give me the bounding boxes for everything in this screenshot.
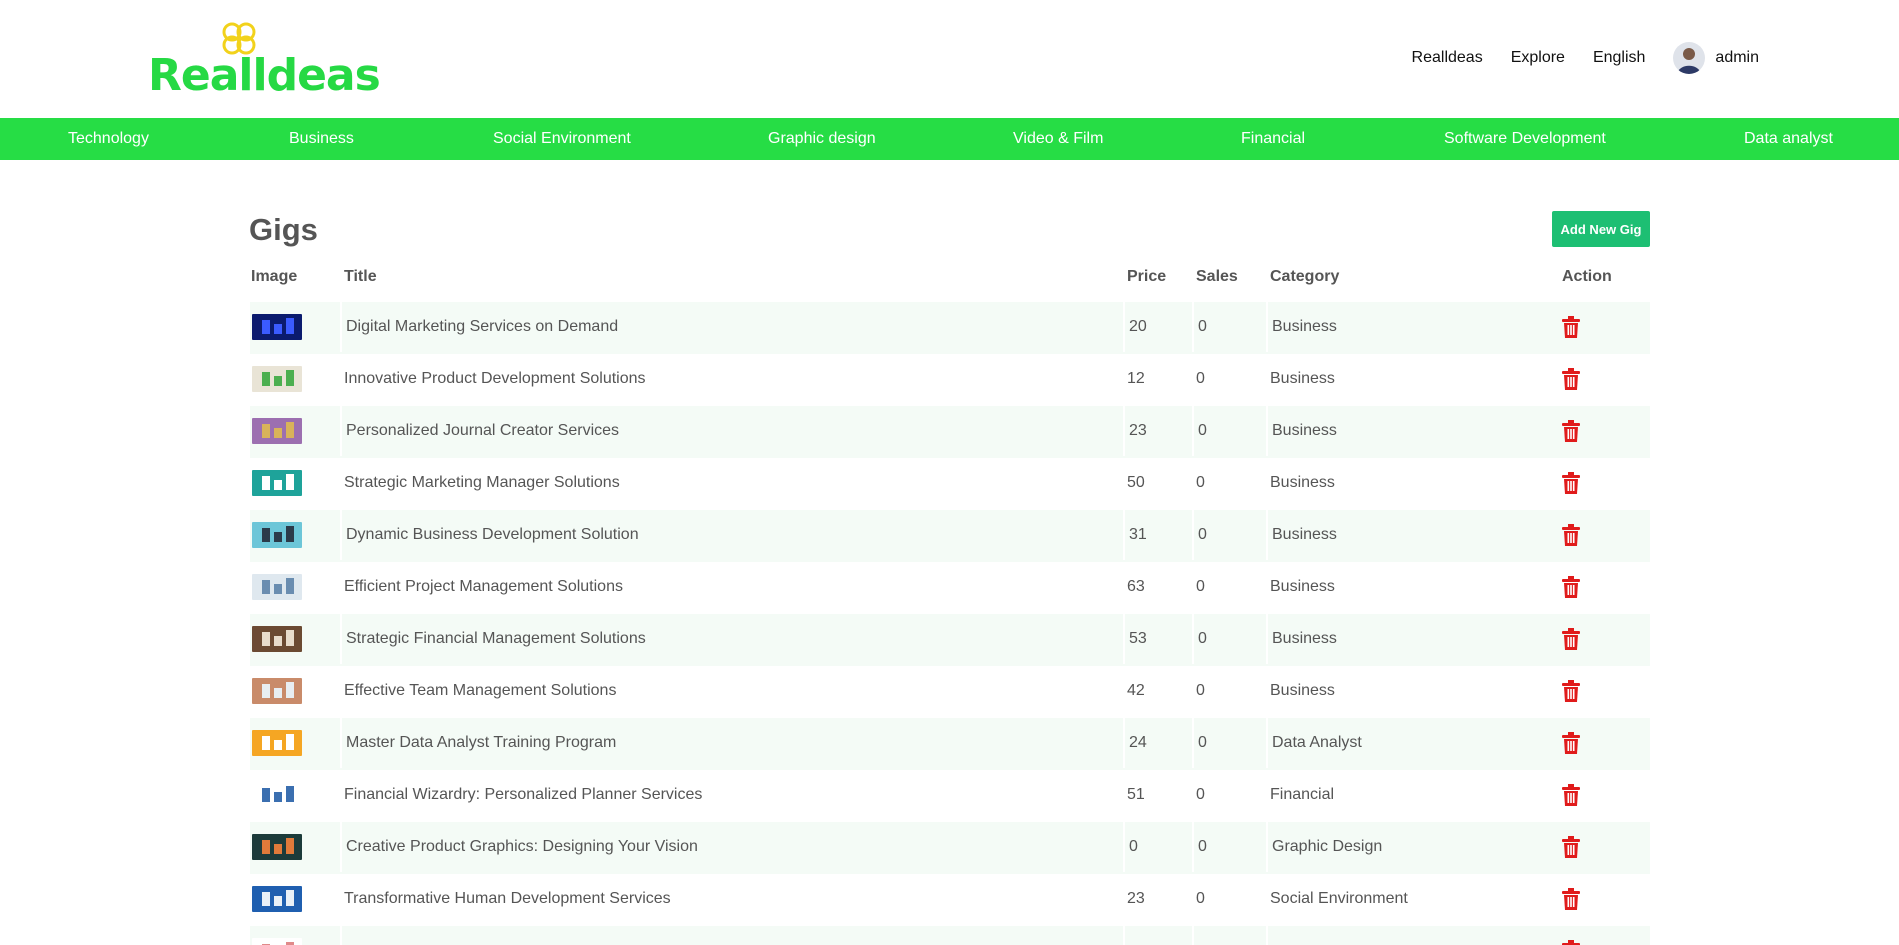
gig-sales: 0 <box>1192 510 1207 560</box>
table-row <box>250 354 1650 406</box>
gig-price <box>1123 926 1129 945</box>
trash-icon[interactable] <box>1562 940 1580 945</box>
gig-title[interactable] <box>340 926 346 945</box>
gig-sales: 0 <box>1192 718 1207 768</box>
trash-icon[interactable] <box>1562 576 1580 598</box>
gig-image-icon <box>252 314 302 340</box>
gig-category: Financial <box>1270 786 1335 803</box>
gig-thumbnail[interactable] <box>252 834 302 860</box>
trash-icon[interactable] <box>1562 368 1580 390</box>
gig-price: 31 <box>1123 510 1147 560</box>
gig-title[interactable]: Strategic Marketing Manager Solutions <box>344 474 620 491</box>
gig-category: Business <box>1266 510 1337 560</box>
gig-thumbnail[interactable] <box>252 470 302 496</box>
trash-icon[interactable] <box>1562 732 1580 754</box>
top-navigation <box>1384 42 1759 74</box>
table-row <box>250 770 1650 822</box>
nav-link-language[interactable]: English <box>1592 49 1646 66</box>
gig-price: 0 <box>1123 822 1138 872</box>
gig-price: 24 <box>1123 718 1147 768</box>
gig-thumbnail[interactable] <box>252 626 302 652</box>
category-social-environment[interactable]: Social Environment <box>493 130 631 147</box>
gig-title[interactable]: Dynamic Business Development Solution <box>340 510 639 560</box>
trash-icon[interactable] <box>1562 784 1580 806</box>
gig-thumbnail[interactable] <box>252 782 302 808</box>
gig-image-icon <box>252 886 302 912</box>
gig-image-icon <box>252 626 302 652</box>
gig-category: Business <box>1266 406 1337 456</box>
brand-logo[interactable] <box>148 20 380 101</box>
gig-thumbnail[interactable] <box>252 314 302 340</box>
gig-sales: 0 <box>1192 614 1207 664</box>
table-row <box>250 822 1650 874</box>
table-row <box>250 562 1650 614</box>
gig-thumbnail[interactable] <box>252 574 302 600</box>
header-action: Action <box>1562 268 1612 285</box>
brand-name: Realldeas <box>148 50 380 101</box>
category-video-film[interactable]: Video & Film <box>1013 130 1104 147</box>
header-sales: Sales <box>1196 268 1238 285</box>
table-row <box>250 302 1650 354</box>
table-row <box>250 510 1650 562</box>
gig-image-icon <box>252 574 302 600</box>
gig-price: 63 <box>1127 578 1145 595</box>
gig-category: Graphic Design <box>1266 822 1382 872</box>
gig-image-icon <box>252 834 302 860</box>
gig-category: Business <box>1266 614 1337 664</box>
gig-thumbnail[interactable] <box>252 418 302 444</box>
table-row <box>250 614 1650 666</box>
table-row <box>250 874 1650 926</box>
gig-category: Business <box>1270 578 1335 595</box>
trash-icon[interactable] <box>1562 680 1580 702</box>
gig-title[interactable]: Financial Wizardry: Personalized Planner Services <box>344 786 703 803</box>
trash-icon[interactable] <box>1562 836 1580 858</box>
trash-icon[interactable] <box>1562 316 1580 338</box>
table-header <box>250 262 1650 302</box>
table-row <box>250 926 1650 945</box>
gig-sales: 0 <box>1192 406 1207 456</box>
gig-thumbnail[interactable] <box>252 522 302 548</box>
category-graphic-design[interactable]: Graphic design <box>768 130 876 147</box>
table-body <box>250 302 1650 945</box>
gig-sales <box>1192 926 1198 945</box>
header-title: Title <box>344 268 377 285</box>
header-image: Image <box>251 268 298 285</box>
gig-price: 20 <box>1123 302 1147 352</box>
gig-thumbnail[interactable] <box>252 730 302 756</box>
gig-image-icon <box>252 730 302 756</box>
table-row <box>250 666 1650 718</box>
gig-price: 23 <box>1123 406 1147 456</box>
user-menu[interactable] <box>1673 42 1759 74</box>
gig-image-icon <box>252 418 302 444</box>
gig-sales: 0 <box>1196 370 1205 387</box>
trash-icon[interactable] <box>1562 628 1580 650</box>
gig-sales: 0 <box>1196 474 1205 491</box>
page-title: Gigs <box>249 212 318 247</box>
gig-title[interactable]: Personalized Journal Creator Services <box>340 406 619 456</box>
category-bar <box>0 118 1899 160</box>
gig-category: Business <box>1270 474 1335 491</box>
gig-price: 50 <box>1127 474 1145 491</box>
category-data-analyst[interactable]: Data analyst <box>1744 130 1833 147</box>
gig-sales: 0 <box>1196 682 1205 699</box>
gig-title[interactable]: Strategic Financial Management Solutions <box>340 614 646 664</box>
gig-category: Business <box>1270 682 1335 699</box>
gig-sales: 0 <box>1192 302 1207 352</box>
gig-title[interactable]: Efficient Project Management Solutions <box>344 578 623 595</box>
gigs-table <box>250 262 1650 945</box>
gig-image-icon <box>252 678 302 704</box>
header-category: Category <box>1270 268 1340 285</box>
gig-price: 53 <box>1123 614 1147 664</box>
gig-sales: 0 <box>1192 822 1207 872</box>
site-header <box>0 0 1899 118</box>
gig-title[interactable]: Effective Team Management Solutions <box>344 682 617 699</box>
gig-sales: 0 <box>1196 786 1205 803</box>
gig-title[interactable]: Digital Marketing Services on Demand <box>340 302 618 352</box>
gig-thumbnail[interactable] <box>252 938 302 945</box>
gig-image-icon <box>252 782 302 808</box>
gig-category: Business <box>1266 302 1337 352</box>
gig-thumbnail[interactable] <box>252 886 302 912</box>
gig-price: 51 <box>1127 786 1145 803</box>
gig-category <box>1266 926 1272 945</box>
trash-icon[interactable] <box>1562 888 1580 910</box>
gig-title[interactable]: Transformative Human Development Services <box>344 890 671 907</box>
gig-image-icon <box>252 938 302 945</box>
gig-thumbnail[interactable] <box>252 366 302 392</box>
table-row <box>250 718 1650 770</box>
avatar <box>1673 42 1705 74</box>
gig-image-icon <box>252 366 302 392</box>
gig-price: 12 <box>1127 370 1145 387</box>
user-name: admin <box>1715 49 1759 66</box>
nav-link-realldeas[interactable]: Realldeas <box>1411 49 1483 66</box>
gig-price: 23 <box>1127 890 1145 907</box>
gig-thumbnail[interactable] <box>252 678 302 704</box>
gig-title[interactable]: Creative Product Graphics: Designing Your Vision <box>340 822 698 872</box>
gig-category: Social Environment <box>1270 890 1408 907</box>
user-avatar-icon <box>1673 42 1705 74</box>
table-row <box>250 406 1650 458</box>
gig-title[interactable]: Innovative Product Development Solutions <box>344 370 646 387</box>
gig-image-icon <box>252 470 302 496</box>
trash-icon[interactable] <box>1562 420 1580 442</box>
gig-title[interactable]: Master Data Analyst Training Program <box>340 718 616 768</box>
gig-image-icon <box>252 522 302 548</box>
category-technology[interactable]: Technology <box>68 130 149 147</box>
nav-link-explore[interactable]: Explore <box>1510 49 1565 66</box>
add-new-gig-button[interactable]: Add New Gig <box>1552 211 1650 247</box>
category-software-development[interactable]: Software Development <box>1444 130 1606 147</box>
category-business[interactable]: Business <box>289 130 354 147</box>
gig-sales: 0 <box>1196 578 1205 595</box>
header-price: Price <box>1127 268 1167 285</box>
gig-category: Data Analyst <box>1266 718 1362 768</box>
category-financial[interactable]: Financial <box>1241 130 1306 147</box>
table-row <box>250 458 1650 510</box>
gig-category: Business <box>1270 370 1335 387</box>
gig-sales: 0 <box>1196 890 1205 907</box>
trash-icon[interactable] <box>1562 472 1580 494</box>
gig-price: 42 <box>1127 682 1145 699</box>
trash-icon[interactable] <box>1562 524 1580 546</box>
